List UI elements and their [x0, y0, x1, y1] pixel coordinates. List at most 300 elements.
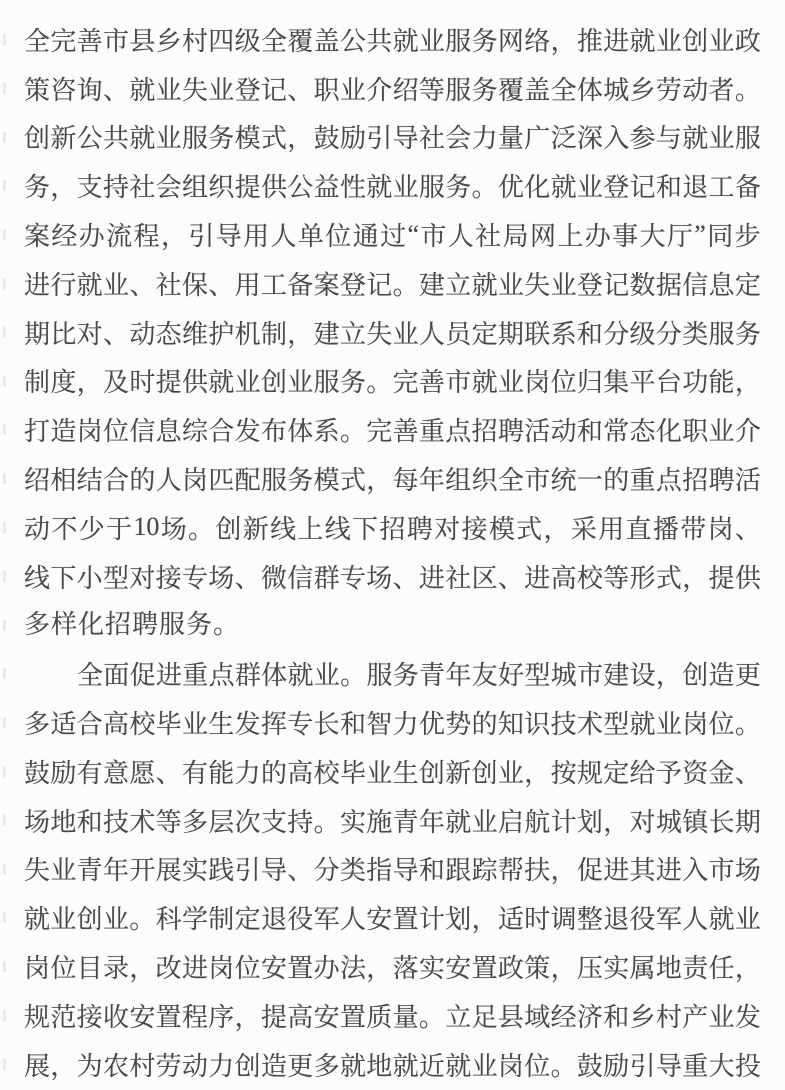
text-token: 业 [102, 270, 129, 300]
text-token: 岗 [208, 954, 235, 984]
text-token: 分 [655, 319, 682, 349]
text-line [24, 845, 761, 894]
text-token: 的 [129, 466, 156, 496]
text-token: 业 [287, 368, 314, 398]
text-token: 介 [734, 417, 761, 447]
text-token: 立 [445, 1002, 472, 1032]
text-token: 划 [576, 807, 603, 837]
text-token: 落 [392, 954, 419, 984]
text-token: 支 [260, 807, 287, 837]
text-token: 业 [497, 270, 524, 300]
text-token: ， [550, 954, 577, 984]
text-line [24, 649, 761, 698]
text-token: 服 [418, 173, 445, 203]
text-token: 经 [51, 222, 78, 252]
text-token: 量 [392, 1002, 419, 1032]
text-token: 下 [352, 514, 379, 544]
text-token: 业 [708, 124, 735, 154]
text-token: 创 [418, 758, 445, 788]
text-token: 校 [129, 710, 156, 740]
text-token: 属 [629, 954, 656, 984]
text-token: 定 [734, 270, 761, 300]
text-token: 录 [102, 954, 129, 984]
text-token: 业 [497, 368, 524, 398]
text-token: 市 [102, 26, 129, 56]
text-token: 多 [181, 807, 208, 837]
text-token: 每 [392, 466, 419, 496]
text-token: 通 [352, 222, 379, 252]
text-token: 指 [366, 856, 393, 886]
text-token: 展 [24, 1051, 51, 1081]
text-token: 全 [77, 661, 104, 691]
text-token: 招 [379, 514, 406, 544]
text-token: 人 [418, 319, 445, 349]
text-token: 引 [629, 1051, 656, 1081]
text-token: 生 [208, 710, 235, 740]
text-token: 役 [287, 905, 314, 935]
text-token: 联 [524, 319, 551, 349]
text-token: 级 [234, 26, 261, 56]
text-token: 适 [50, 710, 77, 740]
text-token: 组 [445, 466, 472, 496]
text-token: 励 [339, 124, 366, 154]
text-token: 完 [366, 417, 393, 447]
text-token: 对 [434, 514, 461, 544]
text-token: 程 [133, 222, 160, 252]
text-token: 村 [655, 1002, 682, 1032]
text-line [24, 1040, 761, 1089]
text-token: 于 [106, 514, 133, 544]
text-token: ， [603, 807, 630, 837]
text-token: 、 [734, 758, 761, 788]
text-token: 案 [24, 222, 51, 252]
text-token: 介 [366, 75, 393, 105]
text-token: 立 [445, 270, 472, 300]
text-token: 就 [629, 710, 656, 740]
text-token: 专 [287, 710, 314, 740]
text-token: 式 [655, 563, 682, 593]
text-token: 型 [524, 661, 551, 691]
text-token: 就 [208, 368, 235, 398]
text-token: 质 [366, 1002, 393, 1032]
text-token: 信 [129, 417, 156, 447]
text-token: 咨 [50, 75, 77, 105]
text-token: 新 [445, 758, 472, 788]
text-token: 划 [445, 905, 472, 935]
text-line [24, 942, 761, 991]
text-token: 鼓 [576, 1051, 603, 1081]
text-token: 系 [313, 417, 340, 447]
text-token: 聘 [708, 466, 735, 496]
text-token: 愿 [129, 758, 156, 788]
text-token: 实 [603, 954, 630, 984]
text-token: 绍 [24, 466, 51, 496]
text-token: 整 [576, 905, 603, 935]
text-token: 高 [287, 1002, 314, 1032]
text-token: 场 [24, 807, 51, 837]
text-token: 社 [129, 173, 156, 203]
text-token: 造 [708, 661, 735, 691]
text-token: 进 [418, 563, 445, 593]
text-token: 功 [682, 368, 709, 398]
text-token: 益 [313, 173, 340, 203]
text-token: 导 [392, 124, 419, 154]
text-token: 就 [287, 661, 314, 691]
text-token: 常 [603, 417, 630, 447]
text-token: 长 [313, 710, 340, 740]
text-token: 创 [234, 1051, 261, 1081]
text-token: 新 [242, 514, 269, 544]
text-token: 设 [629, 661, 656, 691]
text-token: 四 [208, 26, 235, 56]
text-token: 就 [129, 124, 156, 154]
text-token: 等 [418, 75, 445, 105]
text-token: 劳 [155, 1051, 182, 1081]
text-token: 事 [612, 222, 639, 252]
text-token: 业 [708, 26, 735, 56]
text-token: 乡 [629, 1002, 656, 1032]
text-token: 定 [603, 758, 630, 788]
text-token: 造 [50, 417, 77, 447]
text-token: 和 [576, 417, 603, 447]
text-token: 收 [102, 1002, 129, 1032]
text-token: 创 [215, 514, 242, 544]
text-token: 务 [471, 75, 498, 105]
text-token: 予 [655, 758, 682, 788]
text-token: 导 [655, 1051, 682, 1081]
text-token: 工 [260, 270, 287, 300]
text-token: 络 [524, 26, 551, 56]
text-token: 发 [234, 710, 261, 740]
text-token: “ [407, 219, 420, 249]
text-token: 集 [603, 368, 630, 398]
text-token: 市 [445, 368, 472, 398]
text-token: 足 [471, 1002, 498, 1032]
text-token: 岗 [524, 368, 551, 398]
text-token: 用 [598, 514, 625, 544]
text-token: 。 [313, 807, 340, 837]
text-token: 进 [603, 26, 630, 56]
text-token: 专 [339, 563, 366, 593]
text-token: 期 [24, 319, 51, 349]
text-token: 。 [550, 1051, 577, 1081]
text-token: 岗 [497, 1051, 524, 1081]
text-token: 。 [340, 661, 367, 691]
text-line [24, 991, 761, 1040]
text-token: 期 [734, 807, 761, 837]
text-token: 调 [550, 905, 577, 935]
text-token: 有 [76, 758, 103, 788]
text-token: 布 [260, 417, 287, 447]
text-line [24, 64, 761, 113]
text-token: 重 [418, 417, 445, 447]
text-token: 任 [708, 954, 735, 984]
text-token: 式 [516, 514, 543, 544]
text-line [24, 698, 761, 747]
text-token: 学 [181, 905, 208, 935]
text-token: 务 [392, 661, 419, 691]
text-token: 优 [418, 710, 445, 740]
text-token: 覆 [497, 75, 524, 105]
text-token: 、 [287, 856, 314, 886]
text-token: 化 [655, 417, 682, 447]
text-token: 行 [50, 270, 77, 300]
text-token: 政 [734, 26, 761, 56]
text-token: 位 [708, 710, 735, 740]
text-token: 服 [734, 124, 761, 154]
text-token: 招 [471, 417, 498, 447]
text-token: 人 [447, 222, 474, 252]
text-token: ， [655, 661, 682, 691]
text-token: 业 [655, 710, 682, 740]
text-token: 动 [129, 319, 156, 349]
text-token: 职 [313, 75, 340, 105]
text-token: 保 [181, 270, 208, 300]
text-token: 善 [418, 368, 445, 398]
text-token: 务 [445, 173, 472, 203]
text-token: 跟 [445, 856, 472, 886]
text-token: ， [550, 26, 577, 56]
text-token: 位 [234, 954, 261, 984]
text-token: 动 [682, 75, 709, 105]
text-token: 全 [260, 26, 287, 56]
text-token: 安 [445, 954, 472, 984]
text-token: 记 [366, 270, 393, 300]
text-token: 更 [287, 1051, 314, 1081]
text-token: 职 [682, 417, 709, 447]
text-token: 友 [471, 661, 498, 691]
text-token: 的 [603, 466, 630, 496]
text-token: 归 [576, 368, 603, 398]
text-token: 力 [471, 124, 498, 154]
text-token: 大 [708, 1051, 735, 1081]
text-token: 引 [188, 222, 215, 252]
text-token: 数 [629, 270, 656, 300]
text-token: 10 [133, 512, 160, 542]
text-token: 规 [576, 758, 603, 788]
text-token: 就 [471, 368, 498, 398]
text-token: 服 [445, 75, 472, 105]
text-token: 业 [550, 270, 577, 300]
text-token: 局 [502, 222, 529, 252]
text-token: 业 [497, 758, 524, 788]
text-token: ， [50, 173, 77, 203]
text-token: 绍 [392, 75, 419, 105]
text-token: 记 [260, 75, 287, 105]
text-token: 服 [260, 466, 287, 496]
text-token: 时 [524, 905, 551, 935]
text-token: 产 [682, 1002, 709, 1032]
text-token: 供 [260, 173, 287, 203]
text-token: 分 [603, 319, 630, 349]
text-token: 厅 [666, 222, 693, 252]
text-token: 务 [339, 368, 366, 398]
text-token: 年 [418, 466, 445, 496]
text-token: 询 [76, 75, 103, 105]
text-token: 城 [603, 75, 630, 105]
text-token: 公 [287, 173, 314, 203]
text-token: 务 [287, 466, 314, 496]
text-token: 业 [471, 807, 498, 837]
text-token: 县 [497, 1002, 524, 1032]
text-token: 。 [339, 417, 366, 447]
text-token: 业 [102, 905, 129, 935]
text-token: 高 [550, 563, 577, 593]
text-token: 引 [366, 124, 393, 154]
text-token: 善 [76, 26, 103, 56]
text-token: 和 [339, 710, 366, 740]
text-token: 和 [655, 173, 682, 203]
text-token: 。 [129, 905, 156, 935]
text-token: ， [366, 466, 393, 496]
text-token: 城 [655, 807, 682, 837]
text-token: 能 [708, 368, 735, 398]
text-token: 社 [445, 563, 472, 593]
text-token: 面 [103, 661, 130, 691]
text-token: 化 [524, 173, 551, 203]
text-token: 计 [418, 905, 445, 935]
text-token: 能 [208, 758, 235, 788]
text-token: 目 [76, 954, 103, 984]
text-line [24, 552, 761, 601]
text-token: 置 [471, 954, 498, 984]
text-token: 务 [471, 26, 498, 56]
text-token: 时 [129, 368, 156, 398]
text-token: 识 [524, 710, 551, 740]
text-token: 合 [102, 466, 129, 496]
text-token: 位 [325, 222, 352, 252]
document-body [24, 15, 761, 1089]
text-token: 微 [260, 563, 287, 593]
text-token: 持 [287, 807, 314, 837]
text-token: 支 [76, 173, 103, 203]
text-token: 业 [313, 661, 340, 691]
text-token: 带 [680, 514, 707, 544]
text-token: 业 [708, 417, 735, 447]
text-token: 力 [392, 710, 419, 740]
text-token: 失 [181, 75, 208, 105]
text-token: 综 [181, 417, 208, 447]
text-token: 就 [445, 807, 472, 837]
text-token: 动 [181, 1051, 208, 1081]
text-line [24, 454, 761, 503]
text-token: 建 [418, 270, 445, 300]
text-token: 平 [629, 368, 656, 398]
text-token: 区 [471, 563, 498, 593]
text-token: 结 [76, 466, 103, 496]
text-token: 按 [550, 758, 577, 788]
text-token: 定 [234, 905, 261, 935]
text-token: 帮 [497, 856, 524, 886]
text-token: 压 [576, 954, 603, 984]
text-token: 术 [129, 807, 156, 837]
text-token: 接 [76, 1002, 103, 1032]
text-token: 军 [655, 905, 682, 935]
text-token: 就 [471, 270, 498, 300]
text-token: 近 [418, 1051, 445, 1081]
text-token: 类 [682, 319, 709, 349]
text-token: 实 [181, 856, 208, 886]
text-token: 、 [497, 563, 524, 593]
text-token: 办 [313, 954, 340, 984]
text-token: 盖 [524, 75, 551, 105]
text-token: 、 [208, 270, 235, 300]
text-line [24, 796, 761, 845]
text-token: 息 [155, 417, 182, 447]
text-token: 业 [366, 758, 393, 788]
text-token: 统 [550, 466, 577, 496]
text-token: 点 [655, 466, 682, 496]
text-token: 岗 [682, 710, 709, 740]
text-token: 类 [339, 856, 366, 886]
text-token: 信 [682, 270, 709, 300]
text-token: 模 [488, 514, 515, 544]
text-token: 完 [392, 368, 419, 398]
text-token: 建 [313, 319, 340, 349]
text-token: 场 [208, 563, 235, 593]
text-token: 进 [155, 661, 182, 691]
text-token: 型 [603, 710, 630, 740]
text-token: 退 [603, 905, 630, 935]
text-token: 励 [50, 758, 77, 788]
text-token: 长 [708, 807, 735, 837]
text-token: 。 [734, 710, 761, 740]
text-token: 等 [603, 563, 630, 593]
text-token: 技 [102, 807, 129, 837]
text-token: 科 [155, 905, 182, 935]
text-token: 力 [234, 758, 261, 788]
text-token: 态 [629, 417, 656, 447]
text-token: 位 [550, 368, 577, 398]
text-token: 下 [50, 563, 77, 593]
text-token: 织 [471, 466, 498, 496]
text-token: 地 [655, 954, 682, 984]
text-token: 活 [734, 466, 761, 496]
text-token: 及 [102, 368, 129, 398]
text-token: 更 [734, 661, 761, 691]
text-token: 上 [297, 514, 324, 544]
text-token: 案 [313, 270, 340, 300]
text-token: 市 [708, 856, 735, 886]
text-token: 步 [734, 222, 761, 252]
text-token: 的 [471, 710, 498, 740]
text-token: 业 [181, 710, 208, 740]
text-token: 不 [51, 514, 78, 544]
text-token: ， [524, 758, 551, 788]
text-token: 青 [419, 661, 446, 691]
text-token: 记 [629, 173, 656, 203]
text-token: ” [694, 219, 706, 249]
text-token: 镇 [682, 807, 709, 837]
text-token: 提 [234, 173, 261, 203]
text-token: 技 [550, 710, 577, 740]
text-token: 。 [188, 514, 215, 544]
text-token: 和 [418, 856, 445, 886]
text-token: 年 [102, 856, 129, 886]
text-token: 济 [576, 1002, 603, 1032]
text-token: 活 [524, 417, 551, 447]
text-token: 创 [682, 661, 709, 691]
text-token: 高 [102, 710, 129, 740]
text-token: 就 [392, 26, 419, 56]
text-token: ， [234, 1002, 261, 1032]
text-token: 失 [24, 856, 51, 886]
text-token: ， [471, 905, 498, 935]
text-token: 者 [708, 75, 735, 105]
text-token: 。 [734, 75, 761, 105]
text-token: 护 [208, 319, 235, 349]
text-token: 进 [603, 856, 630, 886]
